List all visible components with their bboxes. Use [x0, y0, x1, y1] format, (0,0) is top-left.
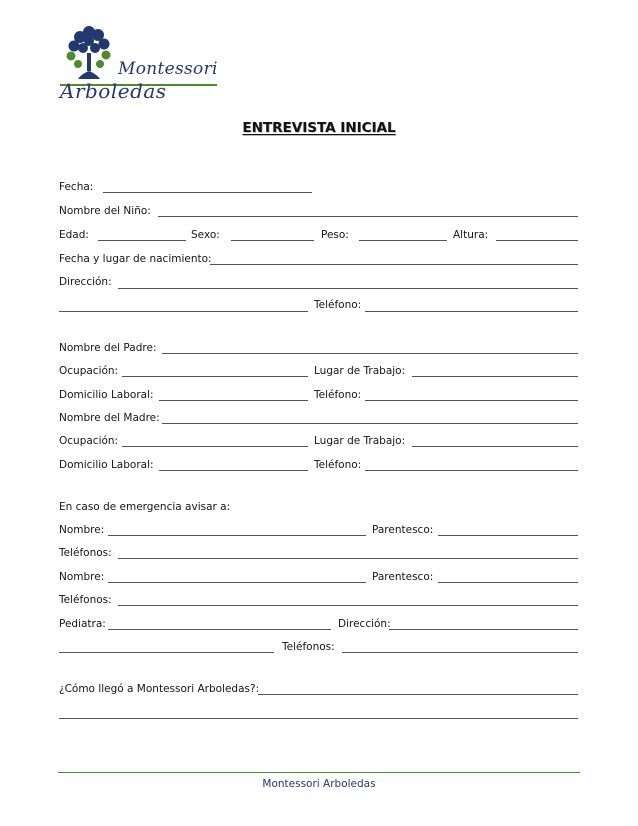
parentesco-2-field[interactable]	[438, 582, 578, 583]
direccion-label: Dirección:	[59, 276, 112, 288]
altura-field[interactable]	[496, 240, 578, 241]
domicilio-laboral-madre-field[interactable]	[159, 470, 308, 471]
parentesco-1-field[interactable]	[438, 535, 578, 536]
sexo-label: Sexo:	[191, 229, 220, 241]
domicilio-laboral-madre-label: Domicilio Laboral:	[59, 459, 154, 471]
como-llego-continuation-field[interactable]	[59, 718, 578, 719]
parentesco-1-label: Parentesco:	[372, 524, 434, 536]
logo-brand-line2: Arboledas	[60, 79, 167, 103]
ocupacion-padre-field[interactable]	[122, 376, 308, 377]
page-title: ENTREVISTA INICIAL	[242, 120, 396, 136]
telefonos-emergencia-2-field[interactable]	[118, 605, 578, 606]
emergencia-heading: En caso de emergencia avisar a:	[59, 501, 231, 513]
nombre-emergencia-2-label: Nombre:	[59, 571, 105, 583]
montessori-arboledas-logo	[58, 26, 223, 106]
peso-field[interactable]	[359, 240, 447, 241]
telefonos-emergencia-1-field[interactable]	[118, 558, 578, 559]
telefono-padre-label: Teléfono:	[314, 389, 362, 401]
nombre-madre-field[interactable]	[162, 423, 578, 424]
fecha-field[interactable]	[103, 192, 312, 193]
ocupacion-madre-label: Ocupación:	[59, 435, 119, 447]
page-footer: Montessori Arboledas	[262, 778, 376, 790]
edad-label: Edad:	[59, 229, 89, 241]
altura-label: Altura:	[453, 229, 489, 241]
telefono-field[interactable]	[365, 311, 578, 312]
domicilio-laboral-padre-field[interactable]	[159, 400, 308, 401]
telefono-madre-label: Teléfono:	[314, 459, 362, 471]
telefonos-pediatra-label: Teléfonos:	[282, 641, 335, 653]
ocupacion-madre-field[interactable]	[122, 446, 308, 447]
direccion-pediatra-label: Dirección:	[338, 618, 391, 630]
direccion-pediatra-field[interactable]	[389, 629, 578, 630]
telefonos-pediatra-field[interactable]	[342, 652, 578, 653]
telefonos-emergencia-2-label: Teléfonos:	[59, 594, 112, 606]
lugar-trabajo-madre-field[interactable]	[412, 446, 578, 447]
edad-field[interactable]	[98, 240, 186, 241]
nombre-nino-label: Nombre del Niño:	[59, 205, 151, 217]
pediatra-label: Pediatra:	[59, 618, 106, 630]
telefonos-emergencia-1-label: Teléfonos:	[59, 547, 112, 559]
nombre-emergencia-2-field[interactable]	[108, 582, 366, 583]
pediatra-field[interactable]	[108, 629, 331, 630]
parentesco-2-label: Parentesco:	[372, 571, 434, 583]
fecha-lugar-nacimiento-label: Fecha y lugar de nacimiento:	[59, 253, 212, 265]
lugar-trabajo-padre-label: Lugar de Trabajo:	[314, 365, 406, 377]
lugar-trabajo-padre-field[interactable]	[412, 376, 578, 377]
peso-label: Peso:	[321, 229, 349, 241]
telefono-label: Teléfono:	[314, 299, 362, 311]
telefono-madre-field[interactable]	[365, 470, 578, 471]
lugar-trabajo-madre-label: Lugar de Trabajo:	[314, 435, 406, 447]
como-llego-label: ¿Cómo llegó a Montessori Arboledas?:	[59, 683, 260, 695]
domicilio-laboral-padre-label: Domicilio Laboral:	[59, 389, 154, 401]
nombre-nino-field[interactable]	[158, 216, 578, 217]
nombre-emergencia-1-label: Nombre:	[59, 524, 105, 536]
fecha-label: Fecha:	[59, 181, 94, 193]
logo-brand-line1: Montessori	[118, 59, 218, 79]
footer-divider	[58, 772, 580, 773]
sexo-field[interactable]	[231, 240, 314, 241]
nombre-padre-field[interactable]	[162, 353, 578, 354]
nombre-padre-label: Nombre del Padre:	[59, 342, 157, 354]
fecha-lugar-nacimiento-field[interactable]	[210, 264, 578, 265]
como-llego-field[interactable]	[258, 694, 578, 695]
nombre-emergencia-1-field[interactable]	[108, 535, 366, 536]
telefono-padre-field[interactable]	[365, 400, 578, 401]
nombre-madre-label: Nombre del Madre:	[59, 412, 160, 424]
ocupacion-padre-label: Ocupación:	[59, 365, 119, 377]
direccion-pediatra-continuation-field[interactable]	[59, 652, 274, 653]
direccion-continuation-field[interactable]	[59, 311, 308, 312]
direccion-field[interactable]	[118, 288, 578, 289]
